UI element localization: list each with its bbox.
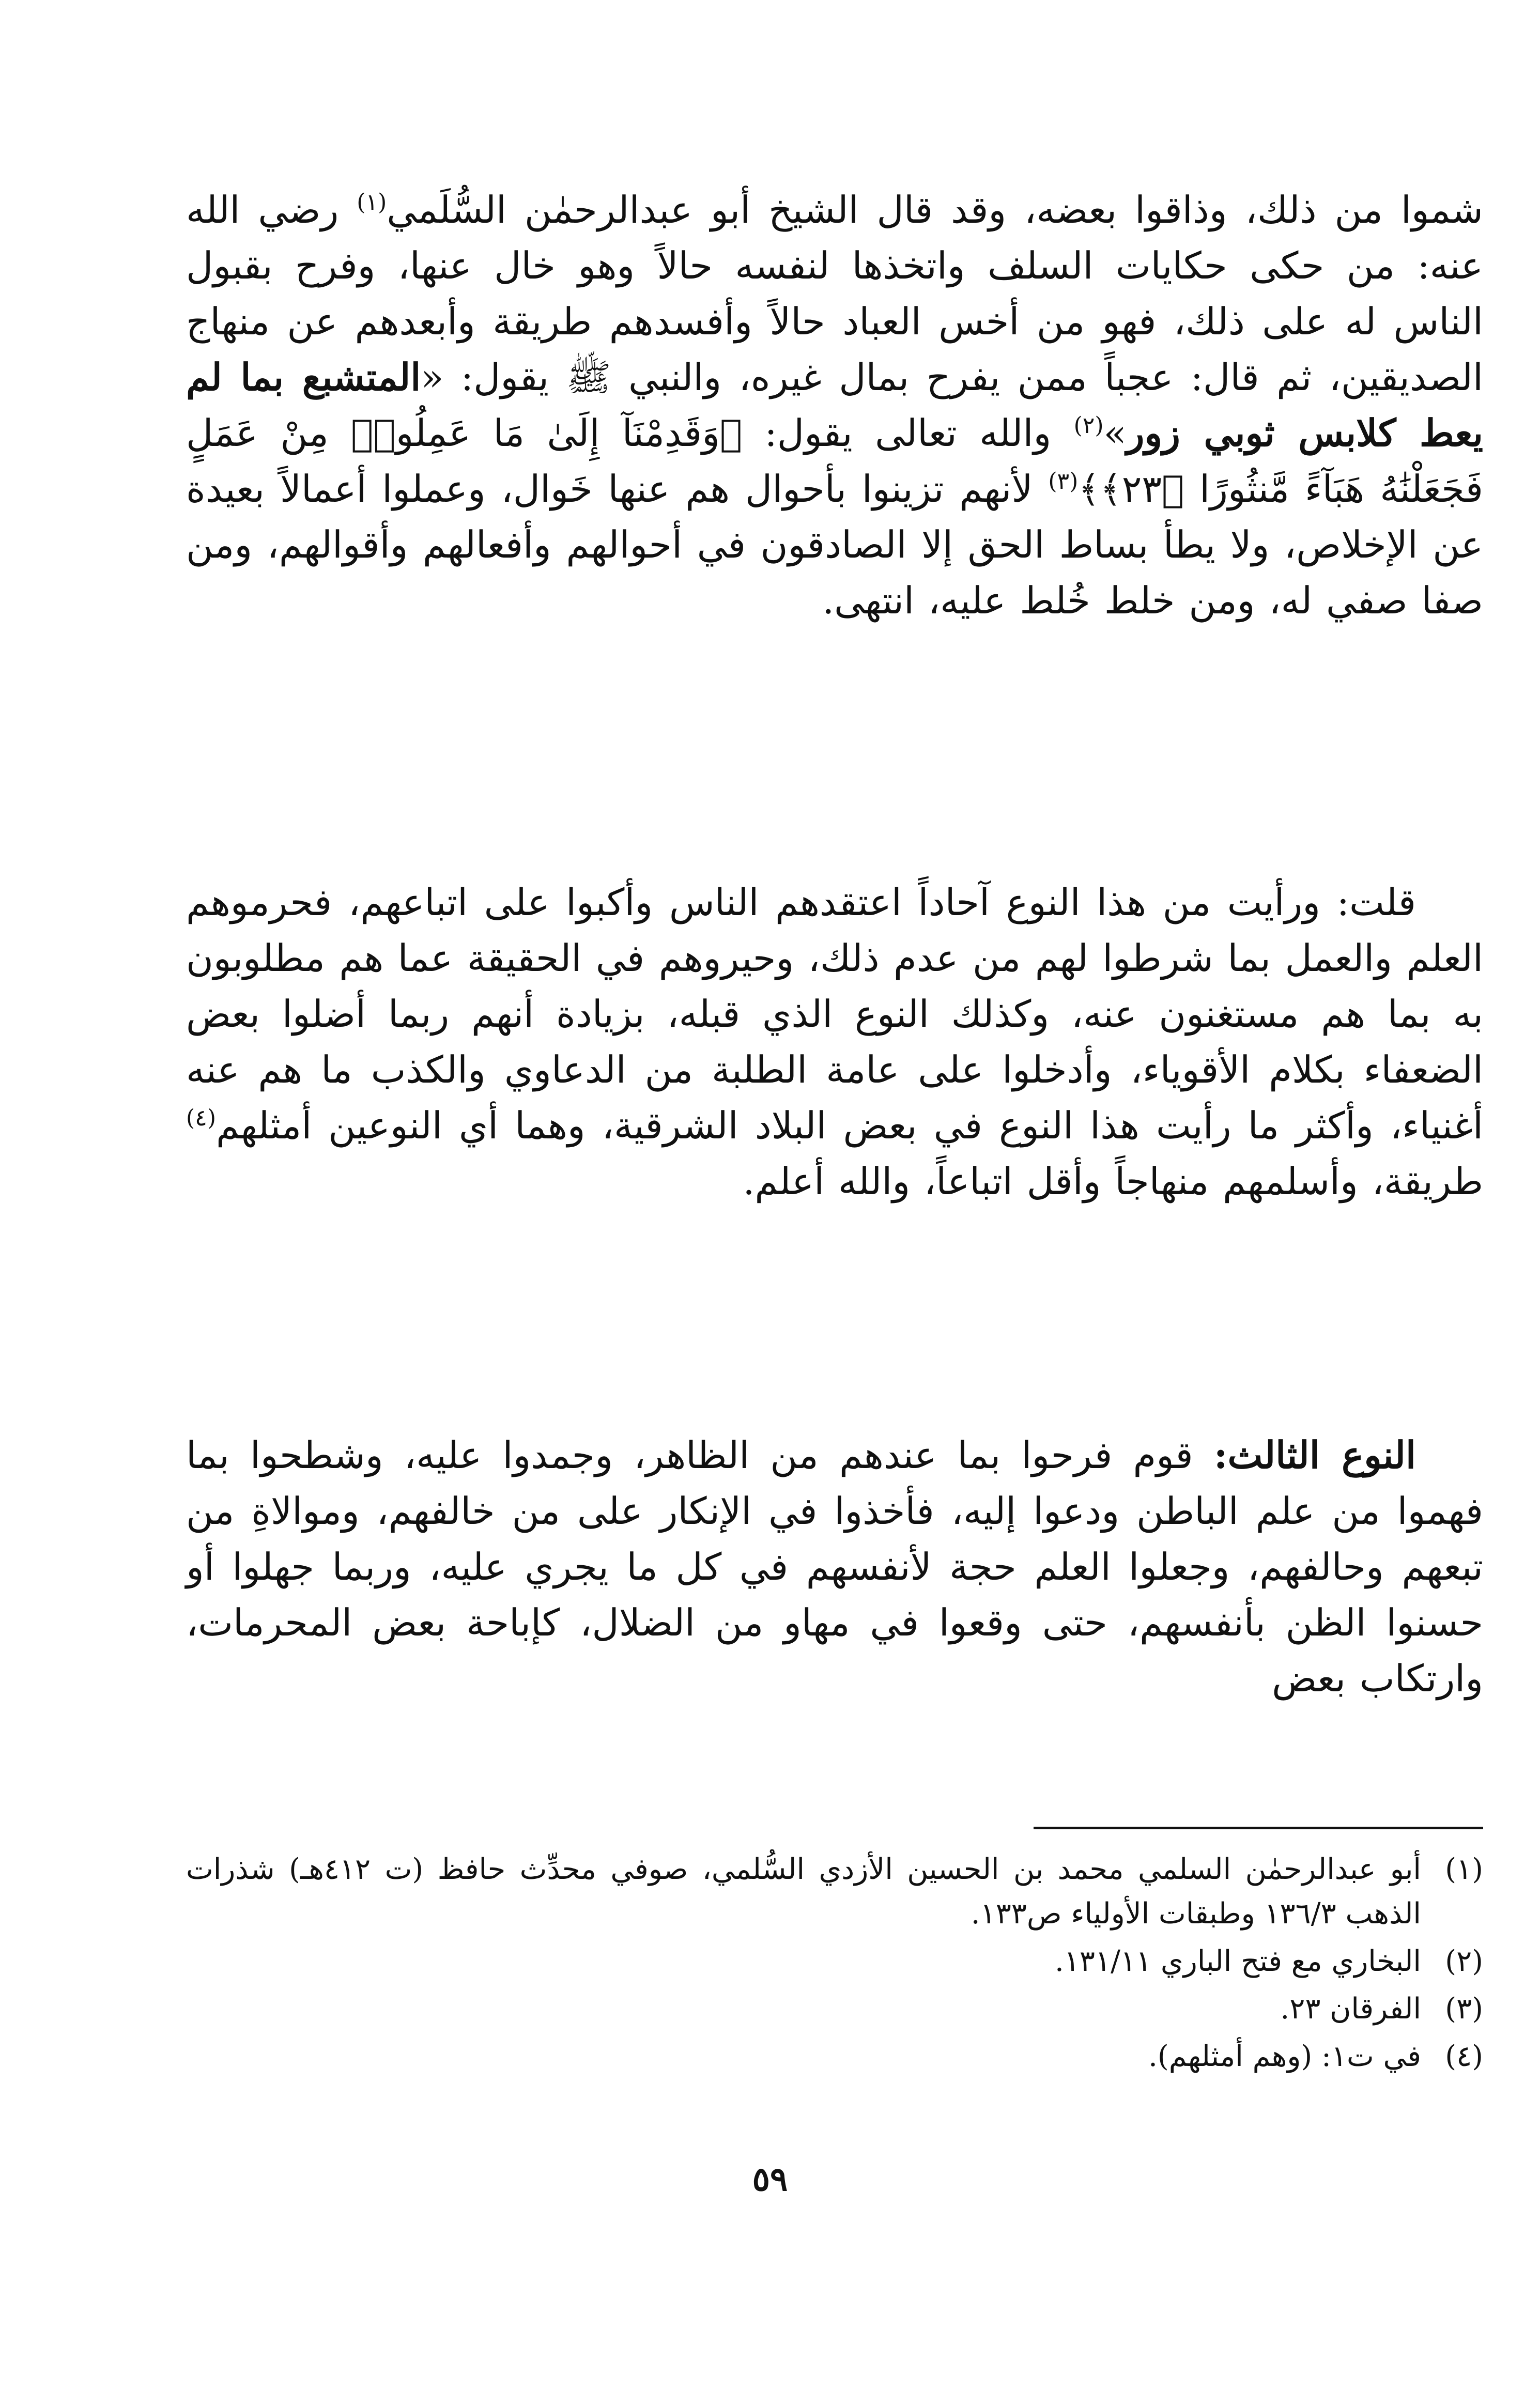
- para1-text-5: ﴾: [1078, 467, 1100, 511]
- footnote-item: [186, 1939, 1483, 1984]
- section-heading: النوع الثالث:: [1213, 1433, 1416, 1477]
- footnotes: [186, 1847, 1483, 2082]
- footnote-number: (٢): [1445, 1945, 1483, 1978]
- footnote-ref-2: (٢): [1073, 412, 1104, 439]
- quran-verse: وَقَدِمْنَآ إِلَىٰ مَا عَمِلُوا۟ مِنْ عَمَلٍ فَجَعَلْنَٰهُ هَبَآءً مَّنثُورًا ﴿٢٣﴾: [186, 411, 1483, 511]
- hadith-quote: المتشبع بما لم يعط كلابس ثوبي زور: [186, 355, 1483, 455]
- footnote-item: [186, 2034, 1483, 2079]
- footnote-ref-3: (٣): [1048, 468, 1079, 495]
- footnote-number: (٣): [1445, 1992, 1483, 2026]
- footnote-ref-4: (٤): [186, 1105, 216, 1131]
- para1-text-2: رضي الله عنه: من حكى حكايات السلف واتخذها لنفسه حالاً وهو خال عنها، وفرح بقبول الناس له على ذلك، فهو من أخس العباد حالاً وأفسدهم طريقة وأبعدهم عن منهاج الصديقين، ثم قال: عجباً ممن يفرح بمال غيره، والنبي ﷺ يقول: «: [186, 188, 1484, 399]
- para1-text-3: »: [1103, 411, 1127, 455]
- para1-text-4: والله تعالى يقول: ﴿: [719, 411, 1074, 455]
- footnote-ref-1: (١): [357, 189, 387, 215]
- para2-text-1: قلت: ورأيت من هذا النوع آحاداً اعتقدهم الناس وأكبوا على اتباعهم، فحرموهم العلم والعمل بما شرطوا لهم من عدم ذلك، وحيروهم في الحقيقة عما هم مطلوبون به بما هم مستغنون عنه، وكذلك النوع الذي قبله، بزيادة أنهم ربما أضلوا بعض الضعفاء بكلام الأقوياء، وأدخلوا على عامة الطلبة من الدعاوي والكذب ما هم عنه أغنياء، وأكثر ما رأيت هذا النوع في بعض البلاد الشرقية، وهما أي النوعين أمثلهم: [186, 881, 1484, 1147]
- page-number: ٥٩: [752, 2160, 788, 2199]
- para1-text-6: لأنهم تزينوا بأحوال هم عنها خَوال، وعملوا أعمالاً بعيدة عن الإخلاص، ولا يطأ بساط الحق إلا الصادقون في أحوالهم وأفعالهم وأقوالهم، ومن صفا صفي له، ومن خلط خُلط عليه، انتهى.: [186, 467, 1483, 622]
- footnote-text: الفرقان ٢٣.: [1280, 1992, 1421, 2026]
- paragraph-3: [186, 1427, 1483, 1706]
- para3-text: قوم فرحوا بما عندهم من الظاهر، وجمدوا عليه، وشطحوا بما فهموا من علم الباطن ودعوا إليه، فأخذوا في الإنكار على من خالفهم، وموالاةِ من تبعهم وحالفهم، وجعلوا العلم حجة لأنفسهم في كل ما يجري عليه، وربما جهلوا أو حسنوا الظن بأنفسهم، حتى وقعوا في مهاو من الضلال، كإباحة بعض المحرمات، وارتكاب بعض: [186, 1433, 1483, 1700]
- paragraph-1: [186, 182, 1483, 628]
- footnote-text: البخاري مع فتح الباري ١٣١/١١.: [1055, 1945, 1421, 1978]
- footnote-divider: [1034, 1827, 1483, 1829]
- footnote-number: (١): [1445, 1853, 1483, 1886]
- footnote-text: أبو عبدالرحمٰن السلمي محمد بن الحسين الأزدي السُّلمي، صوفي محدِّث حافظ (ت ٤١٢هـ) شذرات الذهب ١٣٦/٣ وطبقات الأولياء ص١٣٣.: [186, 1853, 1421, 1931]
- para1-text-1: شموا من ذلك، وذاقوا بعضه، وقد قال الشيخ أبو عبدالرحمٰن السُّلَمي: [387, 188, 1483, 232]
- paragraph-2: [186, 874, 1483, 1209]
- footnote-text: في ت١: (وهم أمثلهم).: [1148, 2040, 1421, 2073]
- footnote-item: [186, 1847, 1483, 1936]
- footnote-number: (٤): [1445, 2040, 1483, 2073]
- footnote-item: [186, 1987, 1483, 2031]
- para2-text-2: طريقة، وأسلمهم منهاجاً وأقل اتباعاً، والله أعلم.: [743, 1160, 1483, 1203]
